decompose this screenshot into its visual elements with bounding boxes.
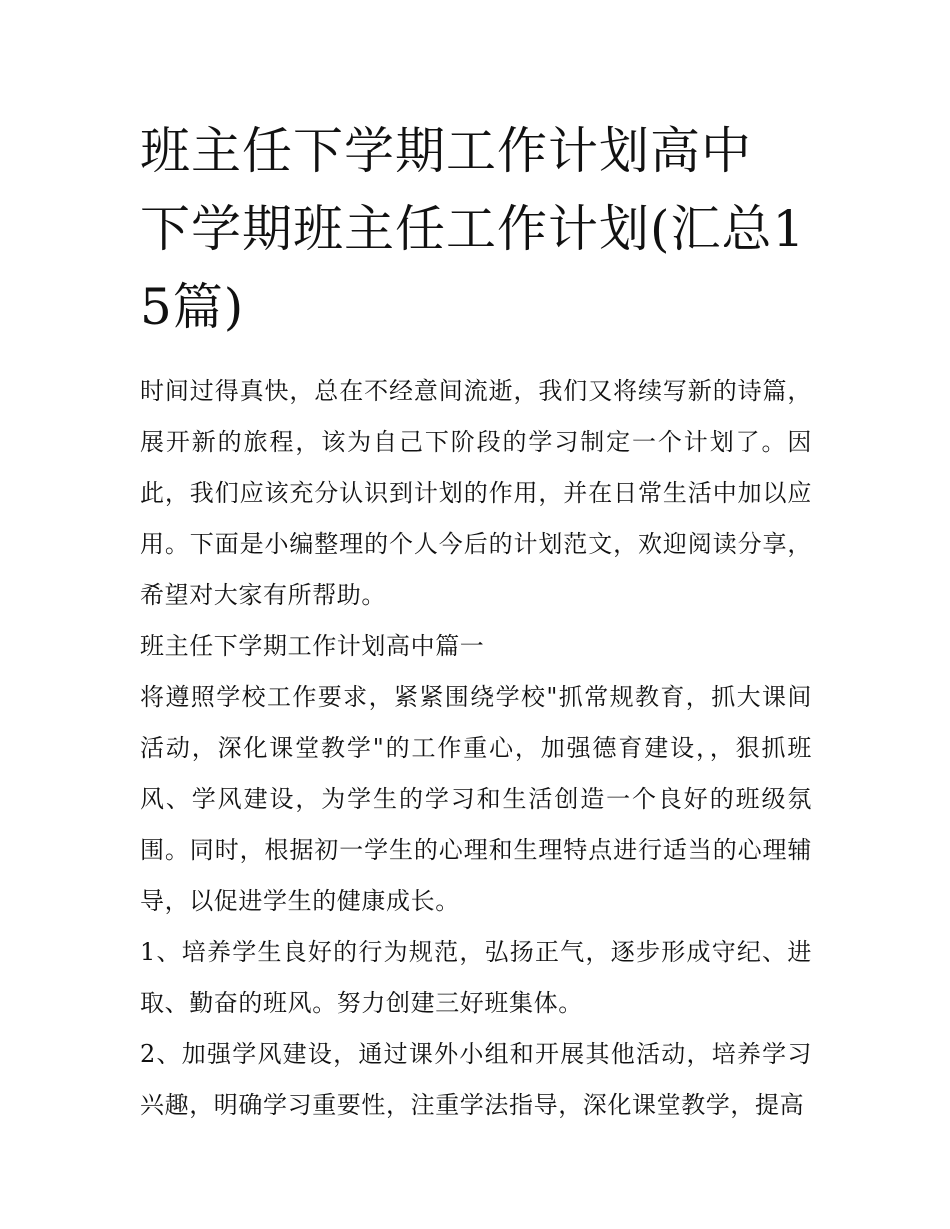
list-item-1: 1、培养学生良好的行为规范，弘扬正气，逐步形成守纪、进取、勤奋的班风。努力创建三好班集体。 bbox=[140, 938, 812, 1017]
document-page bbox=[140, 112, 812, 1131]
section-heading: 班主任下学期工作计划高中篇一 bbox=[140, 632, 485, 660]
list-item-2: 2、加强学风建设，通过课外小组和开展其他活动，培养学习兴趣，明确学习重要性，注重学法指导，深化课堂教学，提高 bbox=[140, 1040, 812, 1119]
intro-paragraph: 时间过得真快，总在不经意间流逝，我们又将续写新的诗篇，展开新的旅程，该为自己下阶段的学习制定一个计划了。因此，我们应该充分认识到计划的作用，并在日常生活中加以应用。下面是小编整理的个人今后的计划范文，欢迎阅读分享，希望对大家有所帮助。 bbox=[140, 377, 812, 609]
section-paragraph: 将遵照学校工作要求，紧紧围绕学校"抓常规教育，抓大课间活动，深化课堂教学"的工作重心，加强德育建设，，狠抓班风、学风建设，为学生的学习和生活创造一个良好的班级氛围。同时，根据初一学生的心理和生理特点进行适当的心理辅导，以促进学生的健康成长。 bbox=[140, 683, 812, 915]
document-title: 班主任下学期工作计划高中 下学期班主任工作计划(汇总15篇) bbox=[140, 122, 806, 336]
